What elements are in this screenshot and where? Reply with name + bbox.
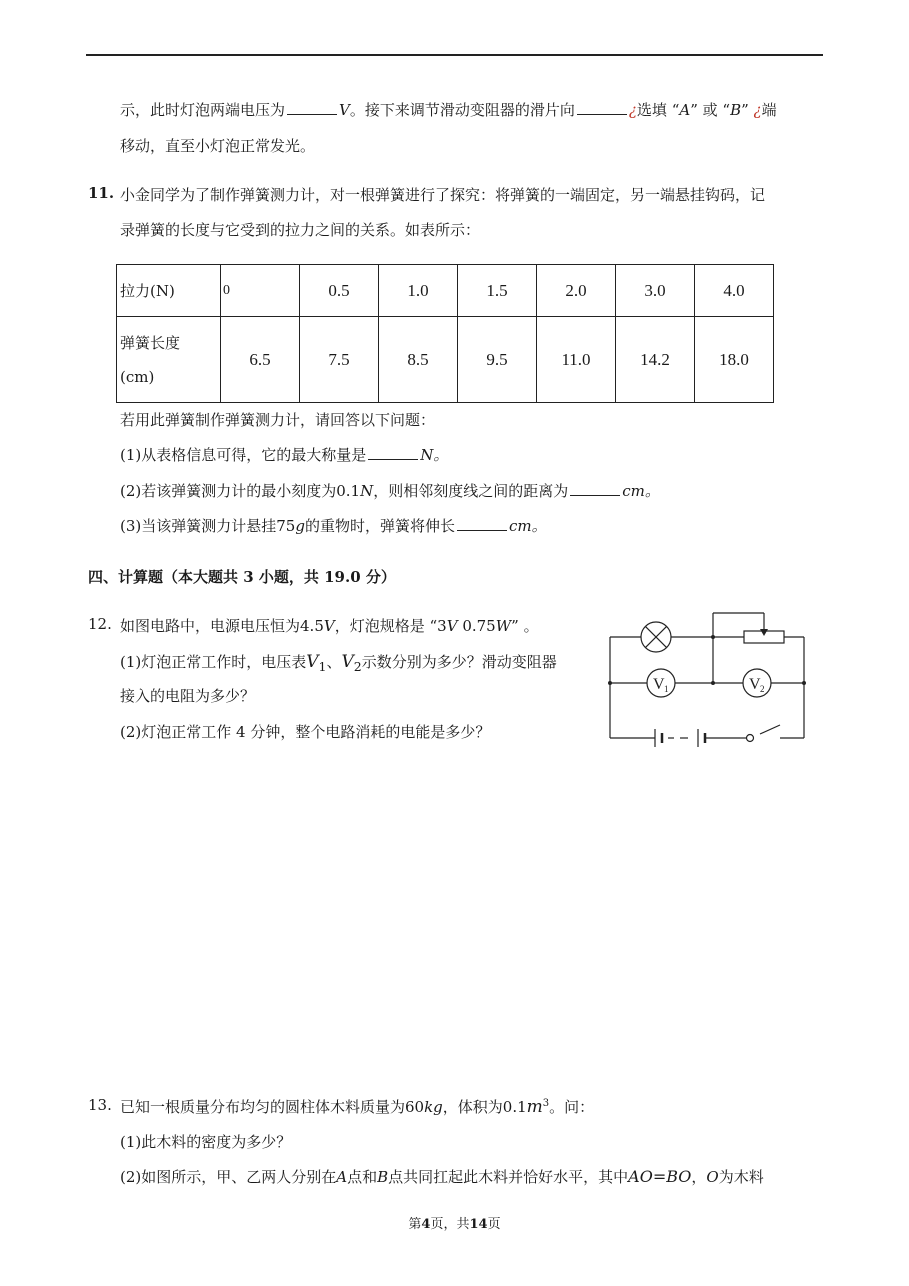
q12-sub-1-cont: 接入的电阻为多少？ (120, 687, 256, 705)
table-row (117, 265, 774, 317)
q11-sub-3: (3)当该弹簧测力计悬挂75g的重物时，弹簧将伸长 cm。 (120, 517, 547, 535)
page-footer: 第4页，共14页 (408, 1217, 501, 1232)
svg-text:1: 1 (664, 684, 669, 694)
q11-sub-2: (2)若该弹簧测力计的最小刻度为0.1N，则相邻刻度线之间的距离为 cm。 (120, 482, 660, 500)
answer-blank[interactable] (287, 100, 337, 115)
question-number: 12. (88, 615, 112, 633)
voltmeter-v2-icon (743, 669, 771, 697)
continuation-line-1: 示，此时灯泡两端电压为 V。接下来调节滑动变阻器的滑片向 ¿选填 “A” 或 “B” ¿端 (120, 101, 777, 119)
table-cell: 11.0 (537, 317, 616, 403)
header-rule (86, 54, 823, 56)
q11-text-line-1: 小金同学为了制作弹簧测力计，对一根弹簧进行了探究：将弹簧的一端固定，另一端悬挂钩码，记 (120, 186, 766, 204)
q12-text-line-1: 如图电路中，电源电压恒为4.5V，灯泡规格是 “3V 0.75W” 。 (120, 617, 539, 635)
table-cell: 3.0 (616, 265, 695, 317)
q13-sub-1: (1)此木料的密度为多少？ (120, 1133, 292, 1151)
rheostat-icon (744, 629, 784, 643)
q13-text-line-1: 已知一根质量分布均匀的圆柱体木料质量为60kg，体积为$0.1m^3$。问： (120, 1097, 595, 1117)
svg-text:V: V (653, 676, 665, 693)
table-cell: 2.0 (537, 265, 616, 317)
table-cell: 7.5 (300, 317, 379, 403)
table-row (117, 317, 774, 403)
table-header-length: 弹簧长度 (cm) (117, 317, 221, 403)
q11-text-line-2: 录弹簧的长度与它受到的拉力之间的关系。如表所示： (120, 221, 481, 239)
q13-sub-2: (2)如图所示，甲、乙两人分别在A点和B点共同扛起此木料并恰好水平，其中AO=BO，O为木料 (120, 1167, 764, 1186)
table-cell: 18.0 (695, 317, 774, 403)
q12-sub-1: (1)灯泡正常工作时，电压表$V_1$、$V_2$示数分别为多少？滑动变阻器 (120, 652, 557, 674)
table-cell: 4.0 (695, 265, 774, 317)
spring-data-table (116, 264, 774, 403)
circuit-diagram (600, 605, 815, 755)
table-cell: 8.5 (379, 317, 458, 403)
svg-text:V: V (749, 676, 761, 693)
question-number: 13. (88, 1096, 112, 1114)
table-cell: 1.5 (458, 265, 537, 317)
svg-text:2: 2 (760, 684, 765, 694)
table-cell: 9.5 (458, 317, 537, 403)
lamp-icon (641, 622, 671, 652)
q12-sub-2: (2)灯泡正常工作 4 分钟，整个电路消耗的电能是多少？ (120, 723, 491, 741)
continuation-line-2: 移动，直至小灯泡正常发光。 (120, 137, 316, 155)
answer-blank[interactable] (368, 445, 418, 460)
answer-blank[interactable] (577, 100, 627, 115)
table-cell: 14.2 (616, 317, 695, 403)
table-cell: 0.5 (300, 265, 379, 317)
question-number: 11. (88, 184, 115, 202)
q11-sub-1: (1)从表格信息可得，它的最大称量是 N。 (120, 446, 449, 464)
answer-blank[interactable] (457, 516, 507, 531)
table-cell: 0 (221, 265, 300, 317)
section-title: 四、计算题（本大题共 3 小题，共 19.0 分） (88, 568, 396, 586)
answer-blank[interactable] (570, 481, 620, 496)
table-cell: 6.5 (221, 317, 300, 403)
q11-intro: 若用此弹簧制作弹簧测力计，请回答以下问题： (120, 411, 436, 429)
table-header-force: 拉力(N) (117, 265, 221, 317)
voltmeter-v1-icon (647, 669, 675, 697)
table-cell: 1.0 (379, 265, 458, 317)
switch-icon (740, 735, 754, 742)
battery-icon (655, 729, 705, 747)
